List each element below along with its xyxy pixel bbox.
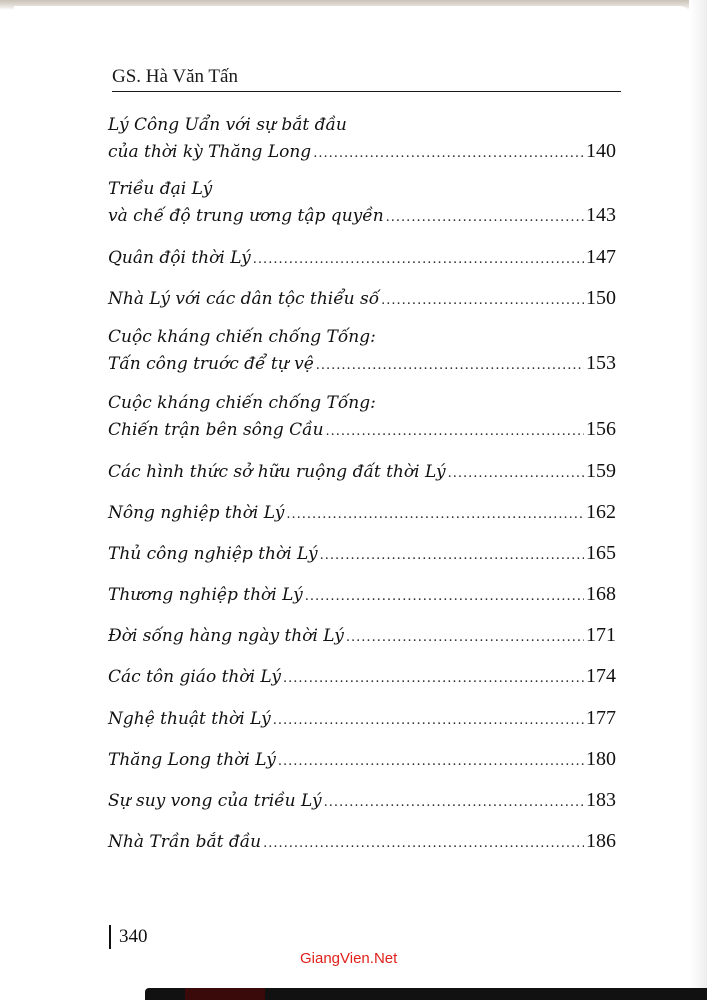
toc-entry	[108, 746, 616, 772]
toc-entry	[108, 622, 616, 648]
toc-page-number: 171	[586, 624, 616, 646]
toc-entry-title: của thời kỳ Thăng Long	[108, 142, 312, 162]
toc-page-number: 168	[586, 583, 616, 605]
toc-entry-title: Tấn công truớc để tự vệ	[108, 354, 314, 374]
toc-entry-title: và chế độ trung ương tập quyền	[108, 206, 384, 226]
leader-dots	[386, 205, 584, 231]
toc-entry	[108, 458, 616, 484]
toc-entry-title-line1: Lý Công Uẩn với sự bắt đầu	[108, 115, 347, 135]
toc-entry-title: Nghệ thuật thời Lý	[108, 709, 271, 729]
toc-entry-title: Thủ công nghiệp thời Lý	[108, 544, 318, 564]
leader-dots	[313, 141, 584, 167]
toc-entry-title: Đời sống hàng ngày thời Lý	[108, 626, 344, 646]
toc-page-number: 177	[586, 707, 616, 729]
toc-entry-title: Các hình thức sở hữu ruộng đất thời Lý	[108, 462, 446, 482]
folio-rule	[109, 925, 111, 949]
leader-dots	[324, 790, 584, 816]
leader-dots	[346, 625, 584, 651]
toc-entry	[108, 112, 616, 164]
toc-entry	[108, 324, 616, 376]
page-right-edge	[689, 0, 707, 1000]
toc-entry-title: Quân đội thời Lý	[108, 248, 251, 268]
toc-page-number: 153	[586, 352, 616, 374]
toc-entry	[108, 705, 616, 731]
leader-dots	[316, 353, 584, 379]
leader-dots	[448, 461, 584, 487]
toc-page-number: 186	[586, 830, 616, 852]
toc-page-number: 180	[586, 748, 616, 770]
toc-entry	[108, 176, 616, 228]
toc-entry	[108, 244, 616, 270]
author-name: GS. Hà Văn Tấn	[112, 66, 238, 87]
leader-dots	[381, 288, 584, 314]
toc-entry	[108, 787, 616, 813]
toc-page-number: 140	[586, 140, 616, 162]
toc-page-number: 165	[586, 542, 616, 564]
toc-entry-title: Các tôn giáo thời Lý	[108, 667, 282, 687]
toc-page-number: 162	[586, 501, 616, 523]
toc-page-number: 156	[586, 418, 616, 440]
running-header	[112, 66, 621, 92]
toc-entry	[108, 663, 616, 689]
toc-entry-title: Nhà Trần bắt đầu	[108, 832, 262, 852]
toc-entry-title: Chiến trận bên sông Cầu	[108, 420, 324, 440]
watermark: GiangVien.Net	[300, 950, 398, 967]
leader-dots	[273, 708, 584, 734]
toc-page-number: 143	[586, 204, 616, 226]
toc-entry	[108, 285, 616, 311]
toc-page-number: 147	[586, 246, 616, 268]
leader-dots	[263, 831, 584, 857]
toc-entry-title: Nông nghiệp thời Lý	[108, 503, 285, 523]
toc-page-number: 183	[586, 789, 616, 811]
leader-dots	[286, 502, 584, 528]
leader-dots	[326, 419, 584, 445]
toc-entry-title-line1: Cuộc kháng chiến chống Tống:	[108, 393, 376, 413]
leader-dots	[253, 247, 584, 273]
leader-dots	[278, 749, 584, 775]
toc-entry	[108, 390, 616, 442]
page-folio	[109, 925, 148, 949]
leader-dots	[283, 666, 584, 692]
toc-entry-title-line1: Triều đại Lý	[108, 179, 213, 199]
toc-entry-title: Sự suy vong của triều Lý	[108, 791, 322, 811]
toc-entry	[108, 499, 616, 525]
toc-entry-title-line1: Cuộc kháng chiến chống Tống:	[108, 327, 376, 347]
toc-entry	[108, 540, 616, 566]
toc-page-number: 159	[586, 460, 616, 482]
page-bottom-edge	[145, 988, 707, 1000]
toc-entry-title: Nhà Lý với các dân tộc thiểu số	[108, 289, 380, 309]
toc-entry-title: Thương nghiệp thời Lý	[108, 585, 303, 605]
toc-entry	[108, 828, 616, 854]
page-number: 340	[119, 926, 148, 947]
leader-dots	[320, 543, 584, 569]
toc-page-number: 174	[586, 665, 616, 687]
toc-page-number: 150	[586, 287, 616, 309]
toc-entry-title: Thăng Long thời Lý	[108, 750, 276, 770]
leader-dots	[305, 584, 584, 610]
toc-entry	[108, 581, 616, 607]
